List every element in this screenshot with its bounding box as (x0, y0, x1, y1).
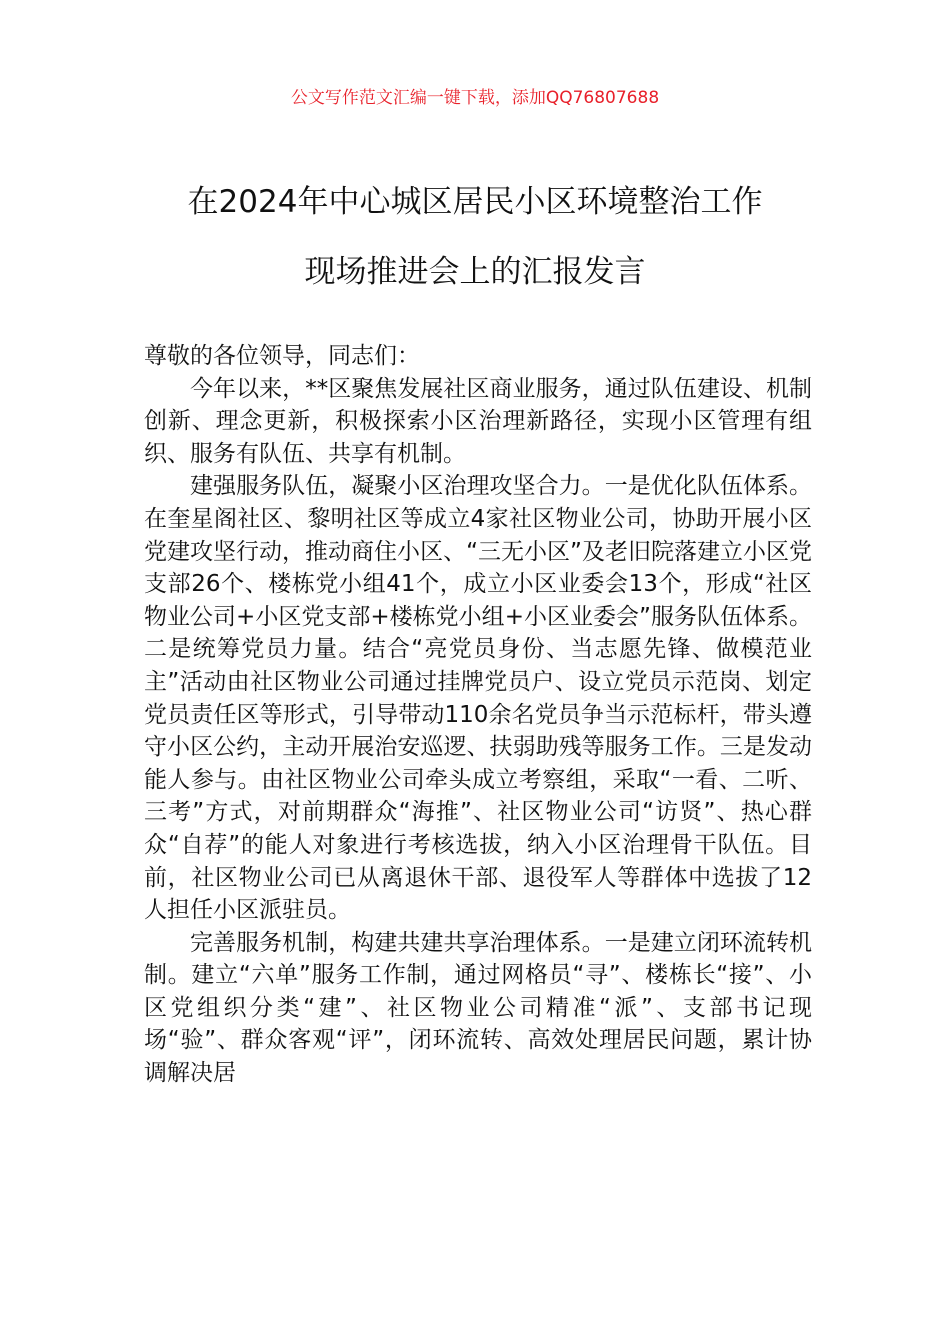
salutation: 尊敬的各位领导，同志们： (144, 343, 420, 369)
paragraph-service-mechanism: 完善服务机制，构建共建共享治理体系。一是建立闭环流转机制。建立“六单”服务工作制，通过网格员“寻”、楼栋长“接”、小区党组织分类“建”、社区物业公司精准“派”、支部书记现场“验”、群众客观“评”，闭环流转、高效处理居民问题，累计协调解决居 (144, 929, 812, 1087)
download-banner: 公文写作范文汇编一键下载，添加QQ76807688 (290, 88, 660, 108)
paragraph-intro: 今年以来，**区聚焦发展社区商业服务，通过队伍建设、机制创新、理念更新，积极探索小区治理新路径，实现小区管理有组织、服务有队伍、共享有机制。 (144, 375, 812, 467)
document-body (144, 340, 812, 1090)
document-title-line-1: 在2024年中心城区居民小区环境整治工作 (187, 184, 763, 220)
document-title-line-2: 现场推进会上的汇报发言 (304, 254, 646, 290)
paragraph-service-team: 建强服务队伍，凝聚小区治理攻坚合力。一是优化队伍体系。在奎星阁社区、黎明社区等成立4家社区物业公司，协助开展小区党建攻坚行动，推动商住小区、“三无小区”及老旧院落建立小区党支部26个、楼栋党小组41个，成立小区业委会13个，形成“社区物业公司+小区党支部+楼栋党小组+小区业委会”服务队伍体系。二是统筹党员力量。结合“亮党员身份、当志愿先锋、做模范业主”活动由社区物业公司通过挂牌党员户、设立党员示范岗、划定党员责任区等形式，引导带动110余名党员争当示范标杆，带头遵守小区公约，主动开展治安巡逻、扶弱助残等服务工作。三是发动能人参与。由社区物业公司牵头成立考察组，采取“一看、二听、三考”方式，对前期群众“海推”、社区物业公司“访贤”、热心群众“自荐”的能人对象进行考核选拔，纳入小区治理骨干队伍。目前，社区物业公司已从离退休干部、退役军人等群体中选拔了12人担任小区派驻员。 (144, 473, 812, 924)
